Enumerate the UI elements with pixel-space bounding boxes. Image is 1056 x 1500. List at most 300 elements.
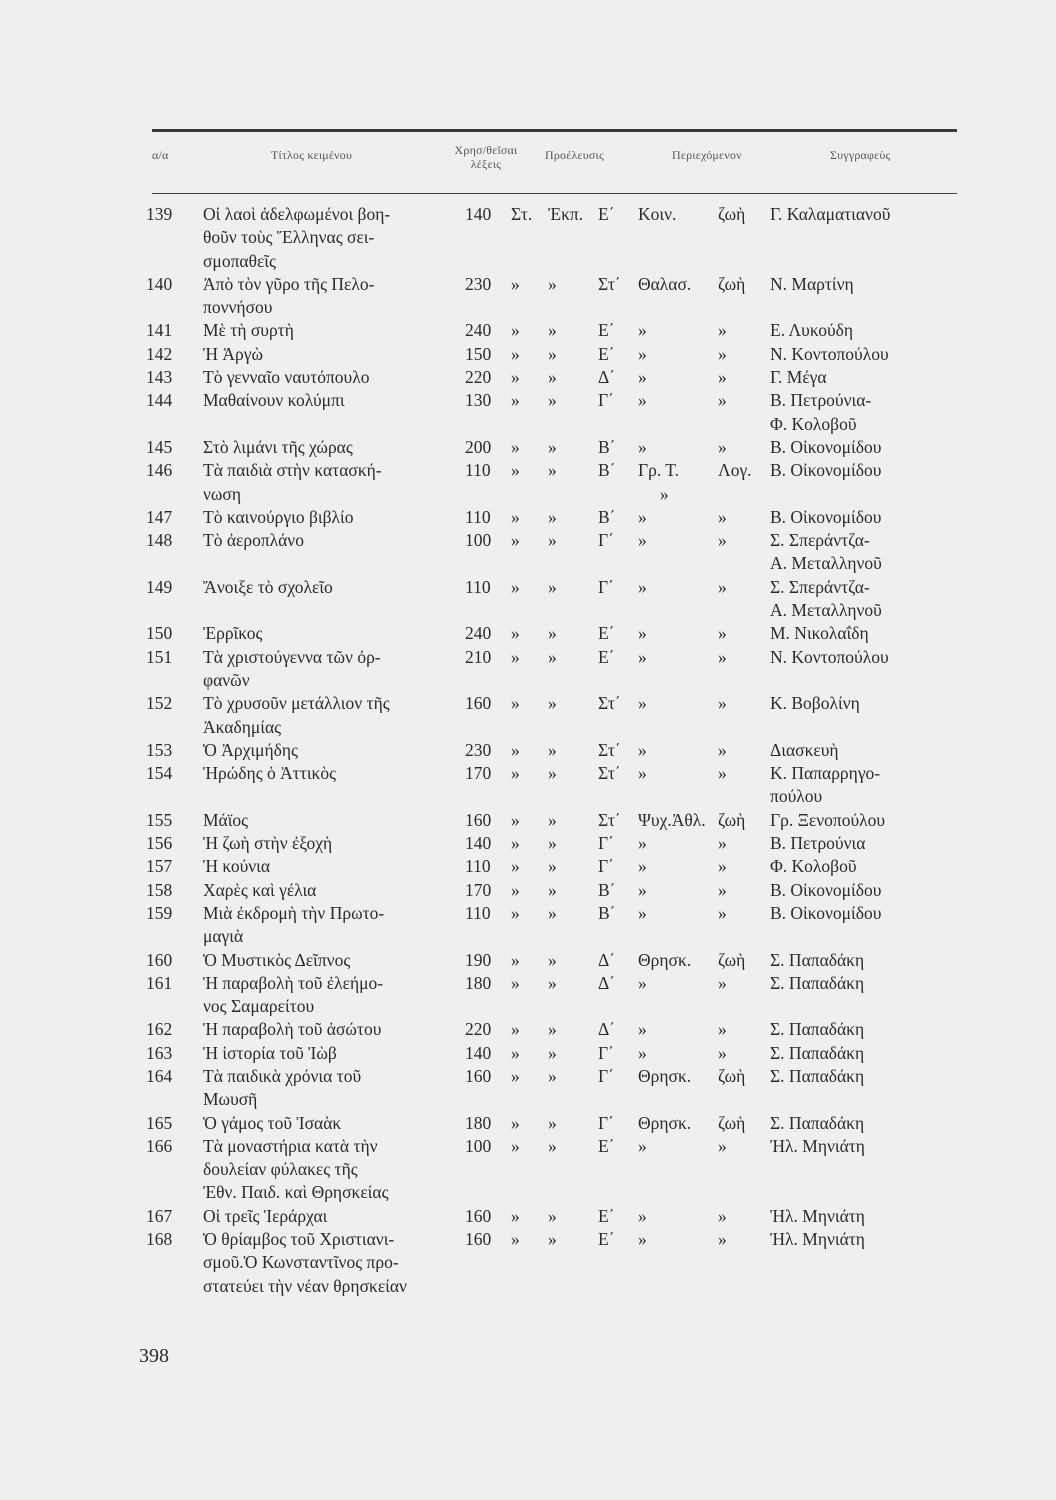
page-number: 398 bbox=[139, 1345, 169, 1367]
origin-a: » bbox=[511, 809, 520, 830]
table-row bbox=[0, 203, 1056, 273]
content-category: » bbox=[638, 972, 647, 993]
origin-b: » bbox=[548, 436, 557, 457]
author: Σ. Παπαδάκη bbox=[770, 949, 865, 970]
author: Σ. Παπαδάκη bbox=[770, 1019, 865, 1040]
content-category: » bbox=[638, 902, 647, 923]
content-subcategory: ζωὴ bbox=[718, 949, 746, 970]
grade: Β΄ bbox=[598, 436, 616, 457]
content-subcategory: » bbox=[718, 1135, 727, 1156]
origin-a: Στ. bbox=[511, 204, 533, 224]
entry-title: Μιὰ ἐκδρομὴ τὴν Πρωτο- μαγιὰ bbox=[203, 902, 385, 947]
word-count: 130 bbox=[465, 390, 492, 411]
entry-number: 151 bbox=[146, 646, 173, 667]
entry-title: Χαρὲς καὶ γέλια bbox=[203, 879, 317, 900]
grade: Στ΄ bbox=[598, 693, 621, 714]
origin-b: » bbox=[548, 1229, 557, 1250]
origin-b: » bbox=[548, 833, 557, 854]
grade: Δ΄ bbox=[598, 1019, 616, 1040]
grade: Στ΄ bbox=[598, 739, 621, 760]
entry-number: 143 bbox=[146, 367, 173, 388]
content-subcategory: » bbox=[718, 367, 727, 388]
table-row bbox=[0, 273, 1056, 320]
content-category: Γρ. Τ. » bbox=[638, 460, 680, 504]
grade: Β΄ bbox=[598, 902, 616, 923]
grade: Γ΄ bbox=[598, 833, 614, 854]
word-count: 160 bbox=[465, 809, 492, 830]
author: Μ. Νικολαΐδη bbox=[770, 623, 869, 644]
author: Ἠλ. Μηνιάτη bbox=[770, 1205, 865, 1226]
origin-a: » bbox=[511, 506, 520, 527]
entry-title: Ἄνοιξε τὸ σχολεῖο bbox=[203, 576, 333, 597]
entry-number: 150 bbox=[146, 623, 173, 644]
word-count: 240 bbox=[465, 320, 492, 341]
word-count: 180 bbox=[465, 1112, 492, 1133]
content-subcategory: ζωὴ bbox=[718, 273, 746, 294]
entry-number: 168 bbox=[146, 1229, 173, 1250]
table-row bbox=[0, 762, 1056, 809]
content-subcategory: » bbox=[718, 856, 727, 877]
content-subcategory: » bbox=[718, 902, 727, 923]
word-count: 240 bbox=[465, 623, 492, 644]
header-no: α/α bbox=[152, 148, 169, 162]
grade: Γ΄ bbox=[598, 856, 614, 877]
grade: Ε΄ bbox=[598, 1229, 615, 1250]
content-category: » bbox=[638, 343, 647, 364]
table-row bbox=[0, 855, 1056, 878]
origin-a: » bbox=[511, 390, 520, 411]
table-row bbox=[0, 366, 1056, 389]
word-count: 100 bbox=[465, 1135, 492, 1156]
word-count: 100 bbox=[465, 530, 492, 551]
origin-a: » bbox=[511, 972, 520, 993]
origin-a: » bbox=[511, 902, 520, 923]
origin-b: » bbox=[548, 623, 557, 644]
origin-a: » bbox=[511, 763, 520, 784]
entry-number: 153 bbox=[146, 739, 173, 760]
entry-number: 165 bbox=[146, 1112, 173, 1133]
grade: Δ΄ bbox=[598, 972, 616, 993]
grade: Ε΄ bbox=[598, 623, 615, 644]
content-subcategory: » bbox=[718, 390, 727, 411]
origin-a: » bbox=[511, 367, 520, 388]
table-row bbox=[0, 459, 1056, 506]
author: Γρ. Ξενοπούλου bbox=[770, 809, 886, 830]
author: Σ. Σπεράντζα- Α. Μεταλληνοῦ bbox=[770, 576, 882, 621]
entry-title: Μάϊος bbox=[203, 809, 249, 830]
origin-b: » bbox=[548, 739, 557, 760]
word-count: 110 bbox=[465, 902, 491, 923]
origin-a: » bbox=[511, 833, 520, 854]
table-row bbox=[0, 949, 1056, 972]
table-row bbox=[0, 879, 1056, 902]
content-subcategory: » bbox=[718, 833, 727, 854]
author: Ν. Κοντοπούλου bbox=[770, 343, 889, 364]
entry-title: Ἡ παραβολὴ τοῦ ἐλεήμο- νος Σαμαρείτου bbox=[203, 972, 384, 1017]
entry-number: 166 bbox=[146, 1135, 173, 1156]
entry-title: Τὸ καινούργιο βιβλίο bbox=[203, 506, 354, 527]
table-row bbox=[0, 832, 1056, 855]
entry-title: Ἡ ζωὴ στὴν ἐξοχὴ bbox=[203, 833, 333, 854]
word-count: 220 bbox=[465, 1019, 492, 1040]
origin-b: » bbox=[548, 1205, 557, 1226]
origin-b: » bbox=[548, 809, 557, 830]
origin-a: » bbox=[511, 1135, 520, 1156]
content-subcategory: » bbox=[718, 646, 727, 667]
table-body bbox=[0, 203, 1056, 1298]
author: Σ. Παπαδάκη bbox=[770, 972, 865, 993]
content-category: » bbox=[638, 320, 647, 341]
entry-title: Ὁ γάμος τοῦ Ἰσαὰκ bbox=[203, 1112, 342, 1133]
origin-b: » bbox=[548, 343, 557, 364]
table-row bbox=[0, 692, 1056, 739]
entry-number: 156 bbox=[146, 833, 173, 854]
origin-b: » bbox=[548, 1042, 557, 1063]
entry-title: Ὁ θρίαμβος τοῦ Χριστιανι- σμοῦ.Ὁ Κωνσταντῖνος προ- στατεύει τὴν νέαν θρησκείαν bbox=[203, 1229, 407, 1296]
word-count: 160 bbox=[465, 1205, 492, 1226]
entry-title: Τὸ χρυσοῦν μετάλλιον τῆς Ἀκαδημίας bbox=[203, 693, 390, 737]
origin-a: » bbox=[511, 623, 520, 644]
entry-number: 155 bbox=[146, 809, 173, 830]
origin-b: » bbox=[548, 273, 557, 294]
header-origin: Προέλευσις bbox=[545, 148, 604, 162]
origin-a: » bbox=[511, 1205, 520, 1226]
origin-b: » bbox=[548, 902, 557, 923]
entry-title: Τὰ μοναστήρια κατὰ τὴν δουλείαν φύλακες τῆς Ἐθν. Παιδ. καὶ Θρησκείας bbox=[203, 1135, 389, 1203]
origin-b: » bbox=[548, 530, 557, 551]
table-row bbox=[0, 1042, 1056, 1065]
content-category: Κοιν. bbox=[638, 204, 677, 224]
origin-b: » bbox=[548, 856, 557, 877]
word-count: 140 bbox=[465, 204, 492, 224]
entry-title: Ὁ Ἀρχιμήδης bbox=[203, 739, 298, 760]
entry-number: 167 bbox=[146, 1205, 173, 1226]
origin-b: » bbox=[548, 879, 557, 900]
grade: Ε΄ bbox=[598, 343, 615, 364]
table-row bbox=[0, 343, 1056, 366]
content-category: » bbox=[638, 1135, 647, 1156]
content-category: » bbox=[638, 646, 647, 667]
entry-number: 139 bbox=[146, 204, 173, 224]
author: Β. Οἰκονομίδου bbox=[770, 902, 882, 923]
entry-title: Τὰ παιδιὰ στὴν κατασκή- νωση bbox=[203, 460, 382, 504]
author: Β. Οἰκονομίδου bbox=[770, 436, 882, 457]
entry-number: 145 bbox=[146, 436, 173, 457]
grade: Γ΄ bbox=[598, 1042, 614, 1063]
word-count: 140 bbox=[465, 833, 492, 854]
grade: Δ΄ bbox=[598, 949, 616, 970]
origin-b: » bbox=[548, 1065, 557, 1086]
entry-title: Ἐρρῖκος bbox=[203, 623, 263, 644]
grade: Β΄ bbox=[598, 460, 616, 481]
content-category: » bbox=[638, 693, 647, 714]
entry-number: 158 bbox=[146, 879, 173, 900]
table-row bbox=[0, 1228, 1056, 1298]
entry-number: 164 bbox=[146, 1065, 173, 1086]
author: Κ. Παπαρρηγο- πούλου bbox=[770, 763, 881, 807]
origin-a: » bbox=[511, 949, 520, 970]
content-category: Θρησκ. bbox=[638, 1112, 692, 1133]
origin-a: » bbox=[511, 576, 520, 597]
author: Γ. Καλαματιανοῦ bbox=[770, 204, 891, 224]
origin-b: » bbox=[548, 1135, 557, 1156]
header-words-line2: λέξεις bbox=[470, 157, 502, 171]
content-category: » bbox=[638, 367, 647, 388]
entry-title: Ἡ κούνια bbox=[203, 856, 271, 877]
table-row bbox=[0, 576, 1056, 623]
content-subcategory: » bbox=[718, 320, 727, 341]
entry-number: 140 bbox=[146, 273, 173, 294]
author: Β. Πετρούνια- Φ. Κολοβοῦ bbox=[770, 390, 872, 434]
content-category: » bbox=[638, 436, 647, 457]
author: Σ. Σπεράντζα- Α. Μεταλληνοῦ bbox=[770, 530, 882, 574]
word-count: 230 bbox=[465, 739, 492, 760]
content-category: Θαλασ. bbox=[638, 273, 692, 294]
word-count: 110 bbox=[465, 576, 491, 597]
author: Β. Οἰκονομίδου bbox=[770, 506, 882, 527]
entry-title: Ἡρώδης ὁ Ἀττικὸς bbox=[203, 763, 337, 784]
origin-b: » bbox=[548, 763, 557, 784]
content-category: » bbox=[638, 1205, 647, 1226]
origin-b: Ἐκπ. bbox=[548, 204, 584, 224]
content-category: » bbox=[638, 833, 647, 854]
table-row bbox=[0, 1112, 1056, 1135]
grade: Ε΄ bbox=[598, 646, 615, 667]
content-subcategory: » bbox=[718, 436, 727, 457]
content-subcategory: » bbox=[718, 576, 727, 597]
grade: Ε΄ bbox=[598, 320, 615, 341]
origin-b: » bbox=[548, 949, 557, 970]
author: Ἠλ. Μηνιάτη bbox=[770, 1135, 865, 1156]
word-count: 140 bbox=[465, 1042, 492, 1063]
content-subcategory: » bbox=[718, 763, 727, 784]
table-row bbox=[0, 902, 1056, 949]
origin-a: » bbox=[511, 1065, 520, 1086]
header-content: Περιεχόμενον bbox=[672, 148, 742, 162]
word-count: 160 bbox=[465, 693, 492, 714]
grade: Γ΄ bbox=[598, 1065, 614, 1086]
origin-b: » bbox=[548, 460, 557, 481]
content-subcategory: » bbox=[718, 739, 727, 760]
origin-b: » bbox=[548, 1112, 557, 1133]
content-subcategory: » bbox=[718, 879, 727, 900]
grade: Γ΄ bbox=[598, 530, 614, 551]
origin-b: » bbox=[548, 320, 557, 341]
content-subcategory: » bbox=[718, 1042, 727, 1063]
content-category: » bbox=[638, 1229, 647, 1250]
grade: Δ΄ bbox=[598, 367, 616, 388]
word-count: 150 bbox=[465, 343, 492, 364]
entry-title: Μὲ τὴ συρτὴ bbox=[203, 320, 294, 341]
content-category: » bbox=[638, 1042, 647, 1063]
entry-number: 160 bbox=[146, 949, 173, 970]
origin-a: » bbox=[511, 320, 520, 341]
origin-b: » bbox=[548, 972, 557, 993]
content-subcategory: » bbox=[718, 530, 727, 551]
origin-a: » bbox=[511, 436, 520, 457]
origin-a: » bbox=[511, 530, 520, 551]
grade: Γ΄ bbox=[598, 390, 614, 411]
table-row bbox=[0, 646, 1056, 693]
entry-number: 157 bbox=[146, 856, 173, 877]
origin-a: » bbox=[511, 879, 520, 900]
entry-title: Μαθαίνουν κολύμπι bbox=[203, 390, 345, 411]
grade: Στ΄ bbox=[598, 809, 621, 830]
table-row bbox=[0, 972, 1056, 1019]
content-category: » bbox=[638, 506, 647, 527]
entry-title: Ὁ Μυστικὸς Δεῖπνος bbox=[203, 949, 351, 970]
author: Κ. Βοβολίνη bbox=[770, 693, 860, 714]
entry-number: 147 bbox=[146, 506, 173, 527]
content-category: Ψυχ.Ἀθλ. bbox=[638, 809, 706, 830]
entry-number: 162 bbox=[146, 1019, 173, 1040]
origin-b: » bbox=[548, 390, 557, 411]
content-category: » bbox=[638, 739, 647, 760]
header-words bbox=[438, 143, 534, 171]
author: Ν. Μαρτίνη bbox=[770, 273, 854, 294]
origin-b: » bbox=[548, 1019, 557, 1040]
table-row bbox=[0, 1018, 1056, 1041]
table-row bbox=[0, 436, 1056, 459]
content-category: » bbox=[638, 576, 647, 597]
origin-a: » bbox=[511, 856, 520, 877]
author: Ἠλ. Μηνιάτη bbox=[770, 1229, 865, 1250]
origin-b: » bbox=[548, 367, 557, 388]
origin-a: » bbox=[511, 1042, 520, 1063]
word-count: 180 bbox=[465, 972, 492, 993]
grade: Ε΄ bbox=[598, 1205, 615, 1226]
entry-title: Ἡ Ἀργὼ bbox=[203, 343, 264, 364]
author: Σ. Παπαδάκη bbox=[770, 1112, 865, 1133]
table-row bbox=[0, 739, 1056, 762]
author: Ε. Λυκούδη bbox=[770, 320, 854, 341]
content-category: » bbox=[638, 390, 647, 411]
content-category: » bbox=[638, 763, 647, 784]
origin-a: » bbox=[511, 693, 520, 714]
entry-title: Τὰ παιδικὰ χρόνια τοῦ Μωυσῆ bbox=[203, 1065, 362, 1110]
content-subcategory: ζωὴ bbox=[718, 1112, 746, 1133]
origin-a: » bbox=[511, 646, 520, 667]
entry-number: 149 bbox=[146, 576, 173, 597]
content-category: » bbox=[638, 879, 647, 900]
word-count: 200 bbox=[465, 436, 492, 457]
origin-b: » bbox=[548, 506, 557, 527]
content-subcategory: ζωὴ bbox=[718, 809, 746, 830]
table-row bbox=[0, 1205, 1056, 1228]
word-count: 230 bbox=[465, 273, 492, 294]
author: Β. Οἰκονομίδου bbox=[770, 879, 882, 900]
table-row bbox=[0, 809, 1056, 832]
entry-number: 154 bbox=[146, 763, 173, 784]
grade: Στ΄ bbox=[598, 763, 621, 784]
entry-number: 141 bbox=[146, 320, 173, 341]
author: Φ. Κολοβοῦ bbox=[770, 856, 857, 877]
entry-title: Οἱ τρεῖς Ἱεράρχαι bbox=[203, 1205, 328, 1226]
content-subcategory: » bbox=[718, 1229, 727, 1250]
author: Σ. Παπαδάκη bbox=[770, 1042, 865, 1063]
entry-number: 144 bbox=[146, 390, 173, 411]
entry-title: Οἱ λαοὶ ἀδελφωμένοι βοη- θοῦν τοὺς Ἕλληνας σει- σμοπαθεῖς bbox=[203, 204, 391, 271]
content-category: » bbox=[638, 1019, 647, 1040]
author: Β. Οἰκονομίδου bbox=[770, 460, 882, 481]
table-row bbox=[0, 529, 1056, 576]
entry-title: Ἡ ἱστορία τοῦ Ἰὼβ bbox=[203, 1042, 337, 1063]
header-title: Τίτλος κειμένου bbox=[271, 148, 353, 162]
word-count: 220 bbox=[465, 367, 492, 388]
entry-number: 148 bbox=[146, 530, 173, 551]
entry-number: 152 bbox=[146, 693, 173, 714]
header-rule bbox=[152, 193, 957, 194]
entry-number: 159 bbox=[146, 902, 173, 923]
table-row bbox=[0, 622, 1056, 645]
origin-b: » bbox=[548, 576, 557, 597]
word-count: 160 bbox=[465, 1065, 492, 1086]
author: Ν. Κοντοπούλου bbox=[770, 646, 889, 667]
content-category: » bbox=[638, 856, 647, 877]
content-category: » bbox=[638, 530, 647, 551]
content-category: Θρησκ. bbox=[638, 949, 692, 970]
author: Β. Πετρούνια bbox=[770, 833, 866, 854]
entry-number: 146 bbox=[146, 460, 173, 481]
entry-title: Τὸ ἀεροπλάνο bbox=[203, 530, 304, 551]
entry-number: 163 bbox=[146, 1042, 173, 1063]
word-count: 110 bbox=[465, 506, 491, 527]
content-subcategory: Λογ. bbox=[718, 460, 752, 481]
entry-title: Τὸ γενναῖο ναυτόπουλο bbox=[203, 367, 370, 388]
entry-title: Ἡ παραβολὴ τοῦ ἀσώτου bbox=[203, 1019, 382, 1040]
origin-a: » bbox=[511, 1112, 520, 1133]
content-category: » bbox=[638, 623, 647, 644]
author: Γ. Μέγα bbox=[770, 367, 827, 388]
content-subcategory: ζωὴ bbox=[718, 204, 746, 224]
content-category: Θρησκ. bbox=[638, 1065, 692, 1086]
top-rule bbox=[152, 129, 957, 132]
grade: Β΄ bbox=[598, 879, 616, 900]
word-count: 190 bbox=[465, 949, 492, 970]
table-row bbox=[0, 506, 1056, 529]
word-count: 110 bbox=[465, 856, 491, 877]
grade: Γ΄ bbox=[598, 1112, 614, 1133]
grade: Β΄ bbox=[598, 506, 616, 527]
origin-b: » bbox=[548, 693, 557, 714]
word-count: 170 bbox=[465, 879, 492, 900]
word-count: 110 bbox=[465, 460, 491, 481]
table-row bbox=[0, 389, 1056, 436]
origin-a: » bbox=[511, 739, 520, 760]
origin-a: » bbox=[511, 273, 520, 294]
entry-number: 161 bbox=[146, 972, 173, 993]
grade: Στ΄ bbox=[598, 273, 621, 294]
grade: Γ΄ bbox=[598, 576, 614, 597]
table-row bbox=[0, 319, 1056, 342]
entry-title: Τὰ χριστούγεννα τῶν ὀρ- φανῶν bbox=[203, 646, 381, 690]
entry-title: Στὸ λιμάνι τῆς χώρας bbox=[203, 436, 353, 457]
content-subcategory: » bbox=[718, 1019, 727, 1040]
grade: Ε΄ bbox=[598, 204, 615, 224]
table-row bbox=[0, 1065, 1056, 1112]
entry-number: 142 bbox=[146, 343, 173, 364]
origin-b: » bbox=[548, 646, 557, 667]
content-subcategory: ζωὴ bbox=[718, 1065, 746, 1086]
origin-a: » bbox=[511, 343, 520, 364]
table-row bbox=[0, 1135, 1056, 1205]
content-subcategory: » bbox=[718, 972, 727, 993]
entry-title: Ἀπὸ τὸν γῦρο τῆς Πελο- ποννήσου bbox=[203, 273, 375, 318]
origin-a: » bbox=[511, 460, 520, 481]
header-words-line1: Χρησ/θεῖσαι bbox=[454, 143, 518, 157]
grade: Ε΄ bbox=[598, 1135, 615, 1156]
word-count: 210 bbox=[465, 646, 492, 667]
